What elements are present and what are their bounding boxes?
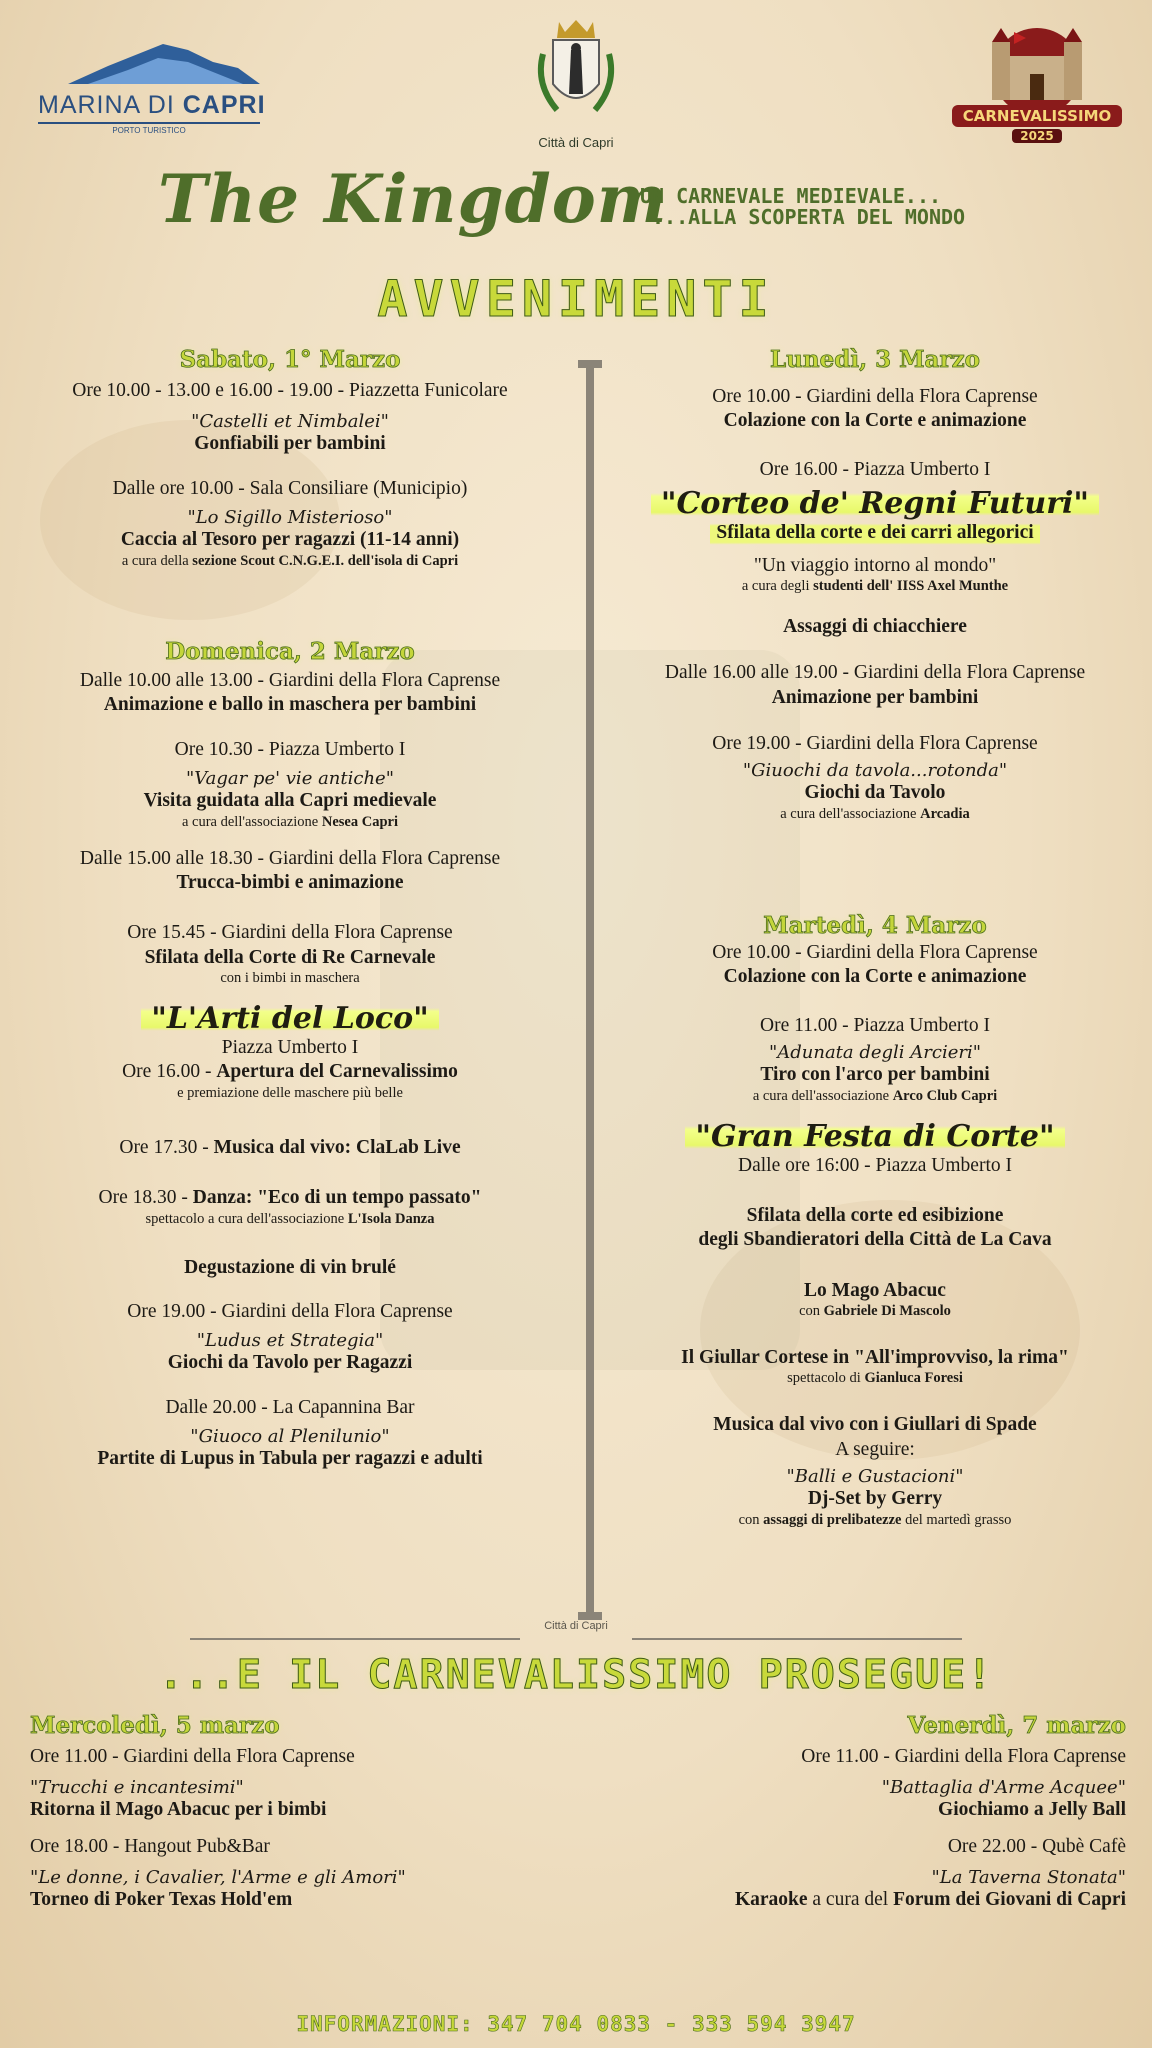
event-credit [610, 806, 1140, 823]
event-time [8, 1060, 572, 1084]
city-crest [520, 14, 632, 150]
island-icon [38, 36, 268, 88]
credit-prefix: a cura dell'associazione [780, 805, 921, 822]
section-title: AVVENIMENTI [377, 270, 775, 328]
vertical-divider [572, 360, 608, 1620]
event-desc: Gonfiabili per bambini [194, 433, 386, 455]
event-title: "Balli e Gustacioni" [786, 1466, 964, 1488]
event-desc: Tiro con l'arco per bambini [760, 1064, 990, 1086]
tagline-line-2: ...ALLA SCOPERTA DEL MONDO [652, 205, 966, 229]
credit-org: Gianluca Foresi [864, 1370, 963, 1387]
event-title: "Castelli et Nimbalei" [191, 411, 389, 433]
event-desc: Giochi da Tavolo per Ragazzi [167, 1352, 413, 1374]
event-desc: Il Giullar Cortese in "All'improvviso, la rima" [681, 1347, 1069, 1368]
event-time: Ore 15.45 - Giardini della Flora Caprense [127, 922, 453, 944]
event-desc: Dj-Set by Gerry [807, 1488, 943, 1510]
event-title: "Lo Sigillo Misterioso" [187, 507, 393, 529]
credit-prefix: con [738, 1511, 764, 1528]
event-place: Piazza Umberto I [221, 1037, 359, 1058]
footer-info: INFORMAZIONI: 347 704 0833 - 333 594 3947 [296, 2012, 856, 2036]
marina-di-capri-logo [38, 36, 268, 136]
event-time: Ore 19.00 - Giardini della Flora Caprense [127, 1300, 453, 1322]
event-time: Ore 11.00 - Giardini della Flora Caprense [801, 1746, 1126, 1767]
castle-icon [952, 20, 1122, 110]
event-time: Dalle ore 16:00 - Piazza Umberto I [738, 1154, 1012, 1176]
event-desc: Giochi da Tavolo [804, 782, 946, 804]
event-desc: Sfilata della corte ed esibizione [746, 1204, 1004, 1226]
credit-prefix: a cura dell'associazione [181, 813, 322, 830]
credit-org: Gabriele Di Mascolo [823, 1303, 951, 1319]
event-title: "Giuochi da tavola...rotonda" [742, 760, 1008, 782]
event-desc: degli Sbandieratori della Città de La Cava [698, 1229, 1052, 1251]
credit-prefix: a cura degli [741, 577, 814, 594]
main-title: The Kingdom [158, 160, 668, 238]
event-time: Dalle ore 10.00 - Sala Consiliare (Municipio) [112, 477, 468, 499]
event-desc: Visita guidata alla Capri medievale [143, 790, 437, 812]
event-desc: Sfilata della corte e dei carri allegorici [710, 521, 1039, 545]
time-prefix: Ore 17.30 - [119, 1136, 214, 1158]
credit-org: Arcadia [920, 805, 970, 822]
event-desc: Animazione e ballo in maschera per bambini [103, 694, 477, 716]
event-desc: Lo Mago Abacuc [804, 1279, 946, 1301]
event-time: Ore 10.00 - Giardini della Flora Caprense [712, 942, 1038, 963]
event-time: Dalle 10.00 alle 13.00 - Giardini della Flora Caprense [79, 670, 501, 691]
event-desc: Sfilata della Corte di Re Carnevale [144, 946, 436, 968]
event-time: Ore 11.00 - Giardini della Flora Caprense [30, 1746, 355, 1767]
credit-org: Forum dei Giovani di Capri [893, 1889, 1126, 1911]
event-desc: Ritorna il Mago Abacuc per i bimbi [30, 1799, 327, 1821]
event-title: "Vagar pe' vie antiche" [185, 768, 394, 790]
event-desc: Torneo di Poker Texas Hold'em [30, 1889, 293, 1911]
tuesday-section [610, 912, 1140, 1529]
bottom-title: ...E IL CARNEVALISSIMO PROSEGUE! [158, 1652, 994, 1698]
event-credit [610, 1512, 1140, 1529]
friday-section [600, 1712, 1126, 1913]
day-heading: Venerdì, 7 marzo [907, 1712, 1126, 1739]
event-desc [600, 1888, 1126, 1912]
crest-caption: Città di Capri [538, 135, 614, 150]
event-desc: Partite di Lupus in Tabula per ragazzi e adulti [97, 1448, 483, 1469]
event-credit [610, 578, 1140, 595]
credit-org: L'Isola Danza [347, 1210, 435, 1227]
event-type: Karaoke [734, 1889, 808, 1911]
credit-org: Nesea Capri [321, 813, 398, 830]
horizontal-divider [190, 1632, 962, 1646]
event-time: Ore 16.00 - Piazza Umberto I [759, 458, 991, 480]
wednesday-section [30, 1712, 550, 1913]
event-time: Dalle 16.00 alle 19.00 - Giardini della Flora Caprense [664, 662, 1086, 684]
event-time [8, 1186, 572, 1210]
credit-org: studenti dell' IISS Axel Munthe [813, 577, 1009, 594]
event-desc: Musica dal vivo con i Giullari di Spade [713, 1414, 1037, 1436]
tagline-line-1: UN CARNEVALE MEDIEVALE... [640, 184, 942, 208]
credit-prefix: spettacolo di [787, 1370, 865, 1387]
credit-suffix: del martedì grasso [901, 1511, 1012, 1528]
logo-marina-text: MARINA DI [38, 91, 183, 119]
time-prefix: Ore 18.30 - [98, 1187, 193, 1209]
divider-caption: Città di Capri [544, 1620, 608, 1632]
event-title: "La Taverna Stonata" [931, 1867, 1126, 1889]
badge-year: 2025 [1012, 129, 1061, 143]
event-time: Dalle 20.00 - La Capannina Bar [165, 1396, 415, 1418]
event-desc: Danza: "Eco di un tempo passato" [192, 1187, 482, 1209]
event-desc: Caccia al Tesoro per ragazzi (11-14 anni) [120, 529, 460, 551]
highlight-event-title: "L'Arti del Loco" [141, 1001, 439, 1036]
event-desc: Trucca-bimbi e animazione [176, 871, 404, 893]
event-title: "Ludus et Strategia" [196, 1330, 384, 1352]
event-title: "Battaglia d'Arme Acquee" [881, 1777, 1126, 1799]
event-title: "Giuoco al Plenilunio" [190, 1426, 390, 1447]
saturday-section [8, 346, 572, 570]
event-desc: Degustazione di vin brulé [184, 1256, 396, 1278]
tagline [640, 186, 965, 228]
event-desc: Apertura del Carnevalissimo [216, 1061, 458, 1083]
event-desc: Assaggi di chiacchiere [783, 615, 967, 637]
event-desc: Animazione per bambini [771, 686, 979, 708]
highlight-event-title: "Gran Festa di Corte" [685, 1119, 1064, 1154]
event-credit [610, 1088, 1140, 1105]
crest-icon [531, 14, 621, 134]
credit-prefix: a cura dell'associazione [752, 1087, 893, 1104]
monday-section [610, 346, 1140, 823]
credit-org: Arco Club Capri [892, 1087, 998, 1104]
badge-title: CARNEVALISSIMO [952, 105, 1122, 127]
event-credit [8, 814, 572, 831]
event-title: "Le donne, i Cavalier, l'Arme e gli Amori" [30, 1867, 406, 1889]
event-time: Ore 22.00 - Qubè Cafè [947, 1835, 1126, 1857]
highlight-event-title: "Corteo de' Regni Futuri" [651, 486, 1099, 521]
event-time: Ore 10.00 - 13.00 e 16.00 - 19.00 - Piazzetta Funicolare [72, 380, 508, 401]
event-time: Ore 10.00 - Giardini della Flora Caprense [712, 386, 1038, 407]
day-heading: Domenica, 2 Marzo [165, 638, 415, 665]
event-credit [8, 553, 572, 570]
event-time [8, 1136, 572, 1160]
day-heading: Lunedì, 3 Marzo [770, 346, 980, 373]
credit-prefix: a cura della [121, 552, 193, 569]
event-credit [610, 1303, 1140, 1320]
time-prefix: Ore 16.00 - [122, 1061, 217, 1083]
event-desc: Musica dal vivo: ClaLab Live [213, 1136, 461, 1158]
credit-prefix: spettacolo a cura dell'associazione [145, 1210, 348, 1227]
carnevalissimo-badge [952, 20, 1122, 148]
credit-prefix: con [799, 1303, 824, 1319]
day-heading: Sabato, 1° Marzo [179, 346, 401, 373]
day-heading: Mercoledì, 5 marzo [30, 1712, 280, 1739]
event-credit [8, 1211, 572, 1228]
logo-subtitle: PORTO TURISTICO [38, 122, 260, 135]
event-desc: Colazione con la Corte e animazione [723, 966, 1027, 988]
sunday-section [8, 638, 572, 1471]
event-time: Ore 10.30 - Piazza Umberto I [174, 738, 406, 760]
credit-org: sezione Scout C.N.G.E.I. dell'isola di Capri [192, 552, 459, 569]
event-title: "Trucchi e incantesimi" [30, 1777, 244, 1799]
event-desc: Colazione con la Corte e animazione [723, 410, 1027, 432]
event-time: Ore 18.00 - Hangout Pub&Bar [30, 1835, 270, 1857]
event-time: Dalle 15.00 alle 18.30 - Giardini della Flora Caprense [79, 847, 501, 869]
event-note: con i bimbi in maschera [220, 970, 360, 986]
event-time: Ore 19.00 - Giardini della Flora Caprense [712, 733, 1038, 754]
event-credit [610, 1370, 1140, 1387]
logo-capri-text: CAPRI [182, 91, 266, 119]
event-title: "Adunata degli Arcieri" [768, 1042, 982, 1064]
event-desc: Giochiamo a Jelly Ball [938, 1799, 1126, 1821]
event-time: Ore 11.00 - Piazza Umberto I [760, 1014, 990, 1036]
credit-prefix: a cura del [807, 1889, 894, 1911]
credit-highlight: assaggi di prelibatezze [763, 1511, 902, 1528]
event-note: A seguire: [835, 1438, 915, 1460]
event-note: e premiazione delle maschere più belle [177, 1084, 403, 1101]
day-heading: Martedì, 4 Marzo [763, 912, 987, 939]
event-subtitle: "Un viaggio intorno al mondo" [753, 554, 997, 576]
